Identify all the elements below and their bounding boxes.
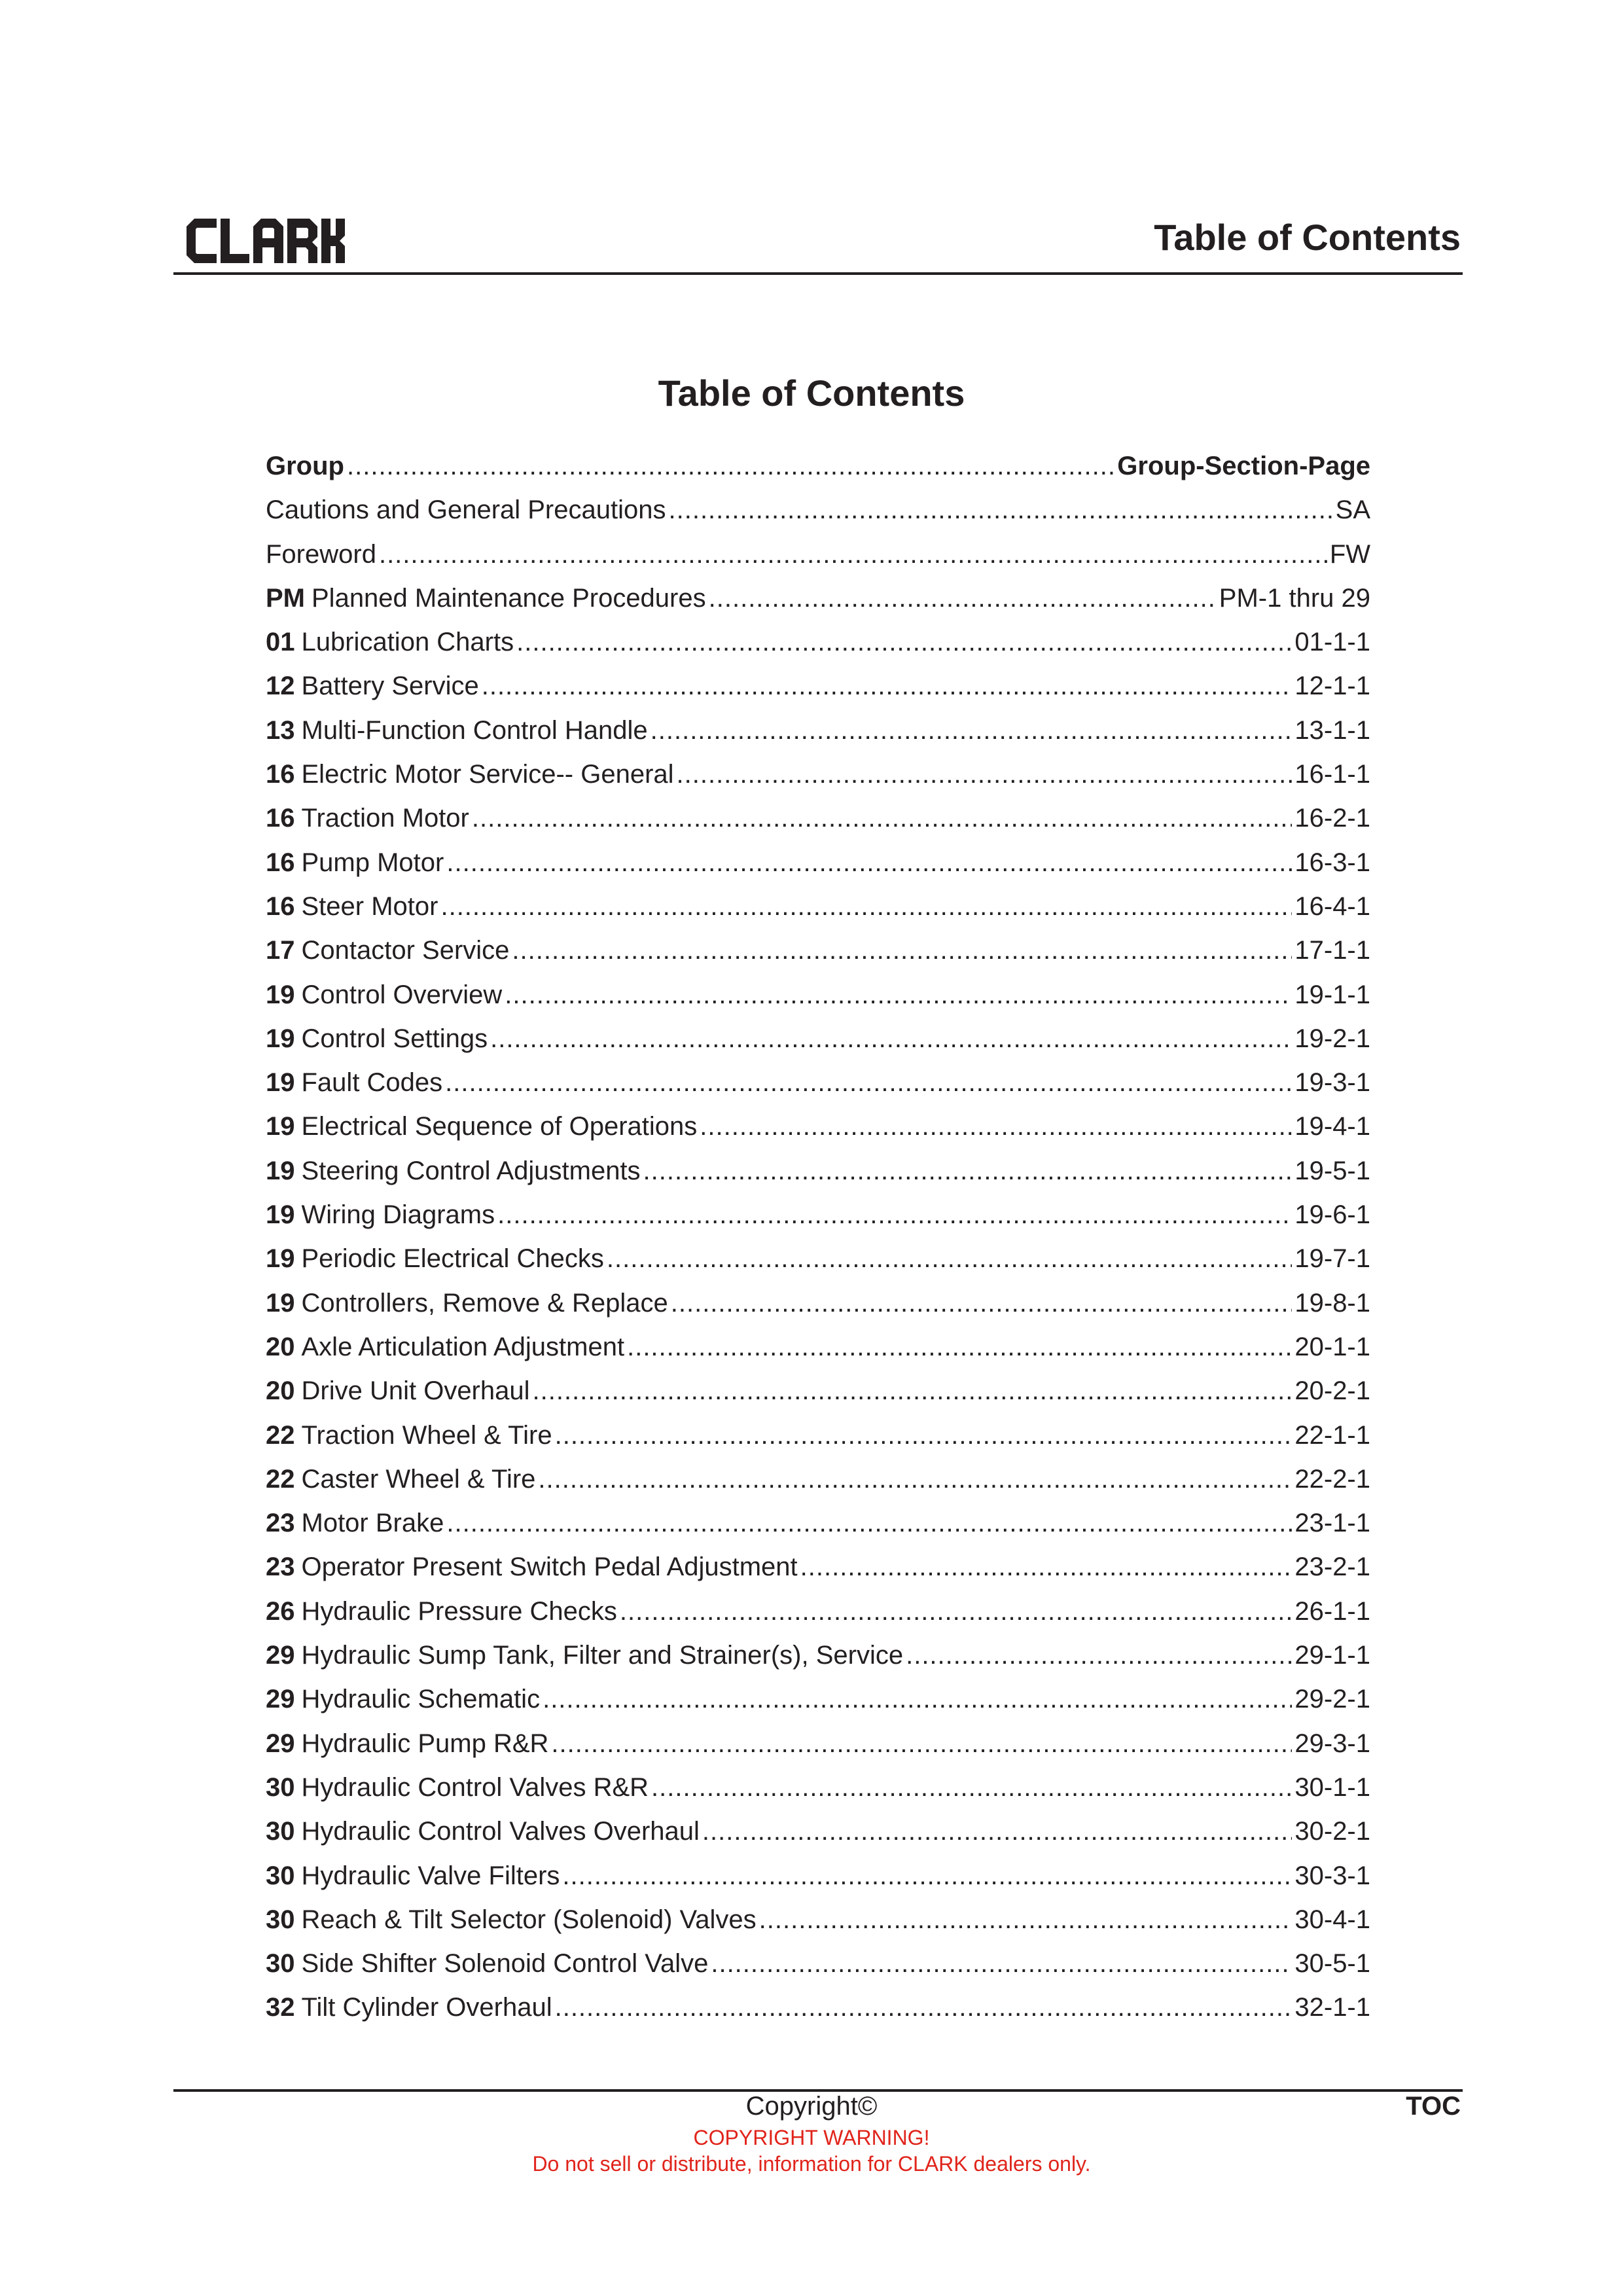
toc-entry-page: FW [1329,539,1370,569]
dot-leader [440,887,1292,926]
toc-entry-title [266,975,502,1014]
toc-entry-page: 19-5-1 [1294,1156,1370,1185]
toc-entry[interactable] [266,535,1370,579]
clark-logo-mark [185,216,346,266]
toc-entry-group-number: 19 [266,1156,295,1185]
toc-entry[interactable] [266,1900,1370,1944]
toc-entry-label: Tilt Cylinder Overhaul [301,1993,552,2022]
toc-entry-title [266,1371,530,1410]
toc-entry-page: 23-1-1 [1294,1509,1370,1538]
toc-entry-page: 19-3-1 [1294,1068,1370,1098]
toc-entry-title [266,1195,495,1234]
dot-leader [512,931,1292,970]
toc-entry-title [266,1460,535,1499]
toc-entry[interactable] [266,1636,1370,1679]
dot-leader [446,843,1292,882]
toc-entry-title [266,1679,540,1719]
toc-entry-page: 16-2-1 [1294,804,1370,833]
dot-leader [379,535,1327,574]
toc-entry-label: Battery Service [301,672,479,701]
dot-leader [677,755,1293,794]
dot-leader [505,975,1292,1014]
toc-entry-group-number: 16 [266,804,295,833]
toc-entry-group-number: 17 [266,936,295,965]
toc-entry[interactable] [266,1724,1370,1768]
toc-entry-group-number: 19 [266,980,295,1009]
toc-entry[interactable] [266,1679,1370,1723]
dot-leader [643,1151,1293,1191]
toc-entry-title [266,1327,624,1367]
toc-entry-group-number: 19 [266,1068,295,1098]
toc-entry-page: 16-1-1 [1294,760,1370,789]
toc-entry-page: 32-1-1 [1294,1993,1370,2022]
dot-leader [800,1547,1293,1587]
toc-entry-label: Motor Brake [301,1509,444,1538]
toc-entry-label: Hydraulic Pump R&R [301,1729,549,1758]
toc-entry-label: Axle Articulation Adjustment [301,1332,625,1361]
toc-entry[interactable] [266,887,1370,931]
toc-entry-label: Hydraulic Schematic [301,1685,541,1714]
toc-entry-page: 19-8-1 [1294,1288,1370,1318]
toc-entry-page: 30-4-1 [1294,1905,1370,1934]
toc-entry-title [266,1724,548,1763]
toc-entry[interactable] [266,1283,1370,1327]
toc-entry-page: 19-6-1 [1294,1200,1370,1230]
dot-leader [627,1327,1292,1367]
toc-entry-page: 16-3-1 [1294,848,1370,877]
toc-entry-page: 19-4-1 [1294,1112,1370,1141]
toc-entry-group-number: PM [266,583,305,613]
toc-entry-title [266,490,666,529]
toc-entry-group-number: 16 [266,848,295,877]
toc-entry[interactable] [266,1768,1370,1812]
toc-entry-title [266,1812,700,1851]
toc-entry-label: Contactor Service [301,936,510,965]
toc-entry-group-number: 22 [266,1464,295,1494]
dot-leader [516,622,1292,662]
toc-entry-page: 22-1-1 [1294,1420,1370,1450]
toc-entry-label: Hydraulic Control Valves Overhaul [301,1817,700,1846]
toc-entry-group-number: 29 [266,1641,295,1670]
toc-entry[interactable] [266,798,1370,842]
toc-entry[interactable] [266,1547,1370,1591]
toc-entry-title [266,755,674,794]
toc-entry-group-number: 26 [266,1596,295,1626]
dot-leader [906,1636,1292,1675]
toc-entry-page: 19-2-1 [1294,1024,1370,1053]
toc-entry[interactable] [266,622,1370,666]
toc-entry-label: Hydraulic Valve Filters [301,1861,560,1890]
toc-entry[interactable] [266,1460,1370,1503]
toc-entry-label: Traction Motor [301,804,469,833]
toc-entry[interactable] [266,1239,1370,1283]
toc-entry-group-number: 16 [266,760,295,789]
toc-entry[interactable] [266,1063,1370,1107]
toc-header-row [266,446,1370,490]
toc-entry-label: Fault Codes [301,1068,443,1098]
toc-entry[interactable] [266,1107,1370,1151]
toc-entry-label: Caster Wheel & Tire [301,1464,536,1494]
toc-entry-label: Operator Present Switch Pedal Adjustment [301,1552,798,1582]
toc-entry-label: Hydraulic Pressure Checks [301,1596,617,1626]
dot-leader [472,798,1293,838]
toc-entry-label: Controllers, Remove & Replace [301,1288,668,1318]
toc-entry[interactable] [266,1503,1370,1547]
toc-entry-group-number: 23 [266,1552,295,1582]
footer-copyright: Copyright© [745,2092,878,2121]
header-divider [173,272,1463,275]
toc-entry-label: Hydraulic Control Valves R&R [301,1772,649,1802]
dot-leader [671,1283,1293,1323]
toc-entry-page: 16-4-1 [1294,891,1370,921]
toc-entry-title [266,1503,444,1543]
toc-entry-title [266,622,514,662]
toc-entry-group-number: 30 [266,1772,295,1802]
toc-entry-page: 30-1-1 [1294,1772,1370,1802]
dot-leader [555,1988,1293,2027]
copyright-warning-text: Do not sell or distribute, information for CLARK dealers only. [532,2152,1091,2176]
toc-entry-title [266,535,376,574]
toc-entry-group-number: 30 [266,1949,295,1979]
toc-entry-label: Multi-Function Control Handle [301,715,648,745]
toc-entry[interactable] [266,931,1370,975]
toc-entry-page: PM-1 thru 29 [1219,583,1370,613]
toc-entry-group-number: 19 [266,1112,295,1141]
toc-entry[interactable] [266,711,1370,755]
toc-entry[interactable] [266,843,1370,887]
toc-entry-page: 30-2-1 [1294,1817,1370,1846]
toc-entry-group-number: 32 [266,1993,295,2022]
toc-entry[interactable] [266,1416,1370,1460]
toc-entry-page: 20-1-1 [1294,1332,1370,1361]
toc-entry-label: Periodic Electrical Checks [301,1244,604,1274]
dot-leader [347,446,1115,486]
dot-leader [651,711,1293,750]
toc-entry-group-number: 29 [266,1729,295,1758]
header-title: Table of Contents [1154,217,1461,258]
toc-entry-title [266,931,509,970]
dot-leader [759,1900,1293,1939]
toc-entry[interactable] [266,1019,1370,1063]
toc-entry-title [266,1063,442,1102]
toc-entry-title [266,579,706,618]
toc-entry-title [266,887,438,926]
toc-entry-title [266,798,469,838]
toc-entry-title [266,1019,488,1058]
toc-entry[interactable] [266,1812,1370,1856]
dot-leader [620,1592,1292,1631]
toc-entry-label: Electrical Sequence of Operations [301,1112,698,1141]
toc-entry-page: 13-1-1 [1294,715,1370,745]
toc-entry[interactable] [266,1592,1370,1636]
clark-logo [185,216,346,266]
toc-entry-title [266,1592,617,1631]
toc-entry-label: Planned Maintenance Procedures [312,583,706,613]
toc-entry-group-number: 16 [266,891,295,921]
toc-entry-group-number: 22 [266,1420,295,1450]
toc-header-page: Group-Section-Page [1117,452,1370,480]
toc-entry-group-number: 20 [266,1376,295,1406]
toc-entry[interactable] [266,755,1370,798]
toc-entry[interactable] [266,490,1370,534]
dot-leader [551,1724,1292,1763]
toc-entry-group-number: 29 [266,1685,295,1714]
toc-entry-label: Pump Motor [301,848,444,877]
toc-header-label: Group [266,452,344,480]
toc-entry-page: 29-3-1 [1294,1729,1370,1758]
toc-entry-group-number: 20 [266,1332,295,1361]
dot-leader [709,579,1217,618]
toc-entry-label: Electric Motor Service-- General [301,760,674,789]
toc-entry-group-number: 30 [266,1817,295,1846]
toc-entry[interactable] [266,1988,1370,2032]
page-title: Table of Contents [658,372,965,414]
toc-entry-label: Cautions and General Precautions [266,495,666,525]
toc-entry[interactable] [266,1371,1370,1415]
toc-entry-page: 22-2-1 [1294,1464,1370,1494]
toc-entry-label: Control Settings [301,1024,488,1053]
toc-entry-title [266,1416,552,1455]
dot-leader [702,1812,1292,1851]
dot-leader [562,1856,1292,1895]
toc-entry-group-number: 19 [266,1200,295,1230]
dot-leader [668,490,1332,529]
toc-entry-label: Control Overview [301,980,503,1009]
toc-entry-title [266,1988,552,2027]
toc-entry-group-number: 19 [266,1244,295,1274]
toc-entry-page: 20-2-1 [1294,1376,1370,1406]
toc-entry-label: Side Shifter Solenoid Control Valve [301,1949,709,1979]
toc-entry-label: Hydraulic Sump Tank, Filter and Strainer(s), Service [301,1641,904,1670]
toc-entry[interactable] [266,666,1370,710]
toc-entry-page: 17-1-1 [1294,936,1370,965]
dot-leader [482,666,1293,706]
toc-entry-label: Steering Control Adjustments [301,1156,641,1185]
toc-entry-label: Traction Wheel & Tire [301,1420,552,1450]
toc-entry[interactable] [266,975,1370,1019]
dot-leader [607,1239,1292,1278]
toc-entry-group-number: 30 [266,1905,295,1934]
toc-entry[interactable] [266,1856,1370,1900]
toc-entry-page: 12-1-1 [1294,672,1370,701]
toc-entry-title [266,1768,649,1807]
toc-entry[interactable] [266,1195,1370,1239]
toc-list [266,446,1370,2032]
dot-leader [445,1063,1292,1102]
toc-entry-label: Wiring Diagrams [301,1200,495,1230]
dot-leader [700,1107,1292,1146]
toc-entry-group-number: 23 [266,1509,295,1538]
toc-entry-title [266,1107,697,1146]
dot-leader [555,1416,1293,1455]
toc-entry-page: 29-1-1 [1294,1641,1370,1670]
toc-entry-page: 19-1-1 [1294,980,1370,1009]
footer-section-label: TOC [1406,2092,1461,2121]
toc-entry-title [266,711,648,750]
toc-entry-title [266,1547,798,1587]
toc-entry-page: SA [1335,495,1370,525]
toc-entry[interactable] [266,579,1370,622]
toc-entry-title [266,1944,708,1983]
toc-entry-label: Drive Unit Overhaul [301,1376,530,1406]
toc-entry-group-number: 12 [266,672,295,701]
toc-entry-title [266,843,444,882]
dot-leader [533,1371,1293,1410]
toc-entry-label: Reach & Tilt Selector (Solenoid) Valves [301,1905,757,1934]
toc-entry[interactable] [266,1944,1370,1988]
toc-entry-title [266,1151,641,1191]
toc-entry-group-number: 01 [266,628,295,657]
dot-leader [538,1460,1292,1499]
toc-entry-page: 19-7-1 [1294,1244,1370,1274]
dot-leader [543,1679,1292,1719]
toc-entry-group-number: 19 [266,1024,295,1053]
dot-leader [446,1503,1292,1543]
dot-leader [711,1944,1292,1983]
toc-entry-page: 01-1-1 [1294,628,1370,657]
toc-entry-title [266,1636,903,1675]
toc-entry-page: 26-1-1 [1294,1596,1370,1626]
copyright-warning-title: COPYRIGHT WARNING! [693,2126,930,2149]
toc-entry-title [266,1856,560,1895]
toc-entry[interactable] [266,1327,1370,1371]
toc-entry-label: Steer Motor [301,891,438,921]
toc-entry-title [266,1900,757,1939]
dot-leader [497,1195,1292,1234]
toc-entry-title [266,1283,668,1323]
toc-entry-title [266,1239,604,1278]
toc-entry[interactable] [266,1151,1370,1195]
toc-entry-page: 29-2-1 [1294,1685,1370,1714]
dot-leader [651,1768,1292,1807]
toc-entry-title [266,666,479,706]
toc-entry-group-number: 13 [266,715,295,745]
toc-entry-label: Foreword [266,539,376,569]
dot-leader [490,1019,1292,1058]
toc-entry-label: Lubrication Charts [301,628,514,657]
toc-entry-page: 23-2-1 [1294,1552,1370,1582]
toc-entry-page: 30-5-1 [1294,1949,1370,1979]
toc-entry-page: 30-3-1 [1294,1861,1370,1890]
toc-entry-group-number: 30 [266,1861,295,1890]
toc-entry-group-number: 19 [266,1288,295,1318]
